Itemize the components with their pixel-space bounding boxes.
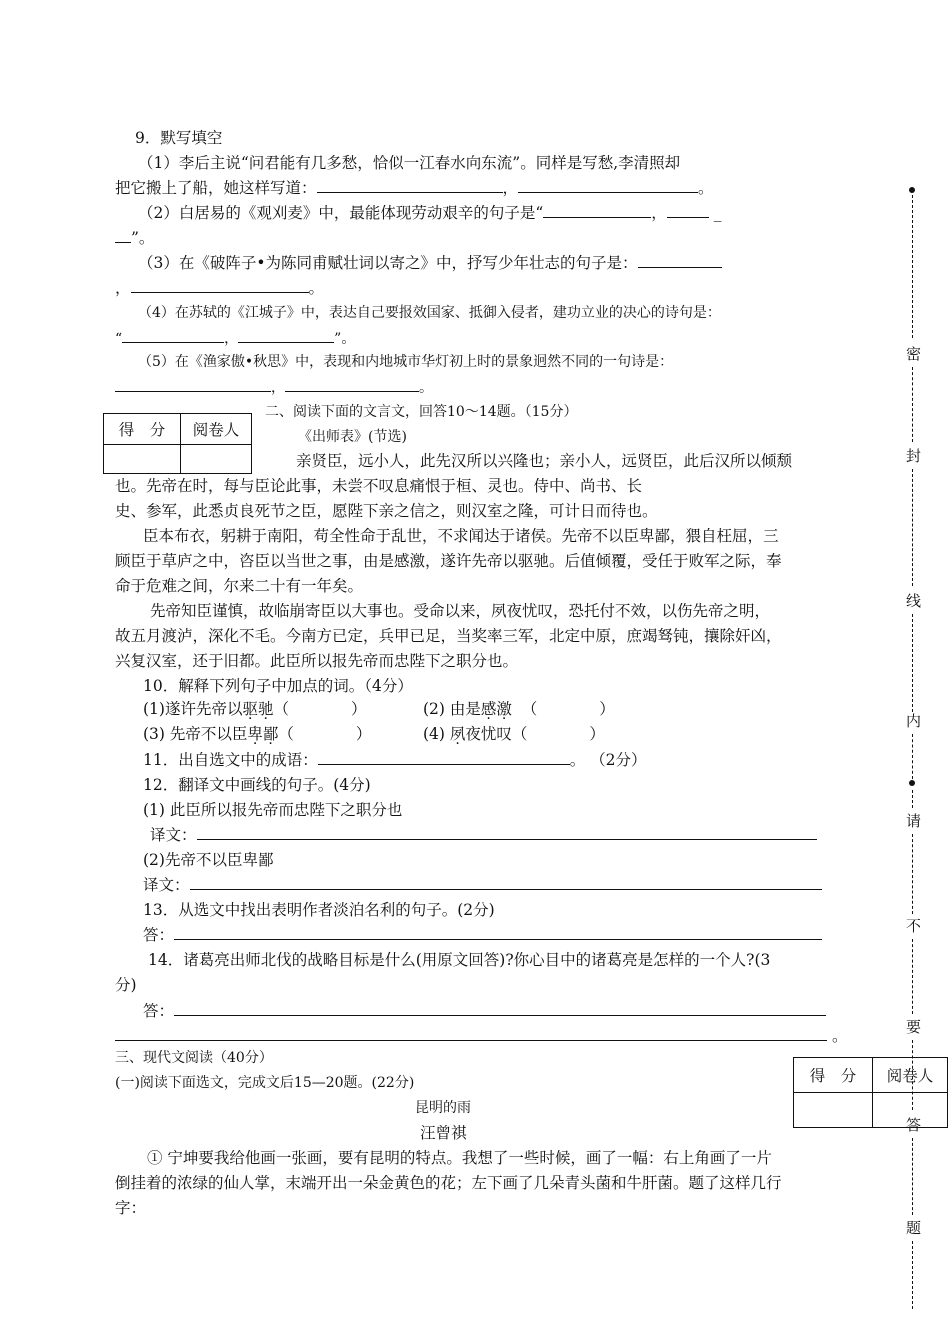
q9-line8: “ ， ”。 xyxy=(115,328,355,349)
passage-line: 臣本布衣，躬耕于南阳，苟全性命于乱世，不求闻达于诸侯。先帝不以臣卑鄙，猥自枉屈，三 xyxy=(143,527,779,545)
q9-title: 9．默写填空 xyxy=(135,129,223,147)
answer-blank[interactable] xyxy=(318,750,570,765)
seal-char: 要 xyxy=(906,1018,922,1036)
answer-blank[interactable] xyxy=(115,377,271,392)
answer-blank[interactable] xyxy=(238,328,334,343)
q9-line3: （2）白居易的《观刈麦》中，最能体现劳动艰辛的句子是“ ， _ xyxy=(138,204,722,222)
answer-blank[interactable] xyxy=(638,253,722,268)
passage-line: 先帝知臣谨慎，故临崩寄臣以大事也。受命以来，夙夜忧叹，恐托付不效，以伤先帝之明， xyxy=(150,602,771,620)
q9-line7: （4）在苏轼的《江城子》中，表达自己要报效国家、抵御入侵者，建功立业的决心的诗句是： xyxy=(138,305,721,321)
answer-blank[interactable] xyxy=(115,228,131,243)
q14-answer: 答： xyxy=(143,1001,826,1021)
answer-blank[interactable] xyxy=(667,203,709,218)
q12-answer2: 译文： xyxy=(143,875,822,895)
article-title: 昆明的雨 xyxy=(415,1100,471,1116)
passage-line: 顾臣于草庐之中，咨臣以当世之事，由是感激，遂许先帝以驱驰。后值倾覆，受任于败军之际，奉 xyxy=(115,552,782,570)
seal-char: 密 xyxy=(906,345,922,363)
score-cell[interactable] xyxy=(104,445,181,474)
q12-item2: (2)先帝不以臣卑鄙 xyxy=(143,851,274,869)
q9-line5: （3）在《破阵子•为陈同甫赋壮词以寄之》中，抒写少年壮志的句子是： xyxy=(138,253,722,273)
section2-heading: 二、阅读下面的文言文，回答10～14题。（15分） xyxy=(265,404,578,420)
answer-blank[interactable] xyxy=(122,328,224,343)
q9-line6: ， 。 xyxy=(115,279,325,297)
passage-line: 史、参军，此悉贞良死节之臣，愿陛下亲之信之，则汉室之隆，可计日而待也。 xyxy=(115,502,658,520)
answer-blank[interactable] xyxy=(131,278,309,293)
seal-char: 内 xyxy=(906,712,922,730)
answer-blank[interactable] xyxy=(518,178,698,193)
seal-char: 请 xyxy=(906,812,922,830)
passage-subtitle: 《出师表》(节选) xyxy=(298,429,407,445)
score-table xyxy=(103,413,252,474)
seal-char: 不 xyxy=(906,917,922,935)
answer-blank[interactable] xyxy=(317,178,503,193)
section3-heading: 三、现代文阅读（40分） xyxy=(115,1050,273,1066)
seal-dashed-line xyxy=(912,790,913,808)
seal-dashed-line xyxy=(912,939,913,1014)
q14-title: 14．诸葛亮出师北伐的战略目标是什么(用原文回答)?你心目中的诸葛亮是怎样的一个人?(3 xyxy=(148,951,771,969)
seal-dashed-line xyxy=(912,734,913,779)
seal-dashed-line xyxy=(912,1241,913,1309)
answer-line[interactable] xyxy=(174,925,822,940)
answer-blank[interactable] xyxy=(285,377,419,392)
q14-title-cont: 分) xyxy=(115,976,137,994)
passage-line: 亲贤臣，远小人，此先汉所以兴隆也；亲小人，远贤臣，此后汉所以倾颓 xyxy=(296,452,793,470)
q10-item3: (3) 先帝不以臣卑鄙（ ） xyxy=(143,725,372,743)
passage-line: 兴复汉室，还于旧都。此臣所以报先帝而忠陛下之职分也。 xyxy=(115,652,519,670)
seal-dashed-line xyxy=(912,1138,913,1215)
answer-line[interactable] xyxy=(190,875,822,890)
q9-line10: ， 。 xyxy=(115,377,433,398)
article-author: 汪曾祺 xyxy=(420,1124,467,1142)
score-cell[interactable] xyxy=(794,1093,873,1128)
seal-char: 封 xyxy=(906,447,922,465)
q11: 11．出自选文中的成语： 。 （2分） xyxy=(143,751,647,769)
score-table xyxy=(793,1057,948,1128)
q9-line2: 把它搬上了船，她这样写道： ， 。 xyxy=(115,179,714,197)
q9-line4: ”。 xyxy=(115,228,154,248)
passage-line: 故五月渡泸，深化不毛。今南方已定，兵甲已足，当奖率三军，北定中原，庶竭驽钝，攘除奸凶， xyxy=(115,627,782,645)
q10-item1: (1)遂许先帝以驱驰（ ） xyxy=(143,700,367,718)
passage-line: 也。先帝在时，每与臣论此事，未尝不叹息痛恨于桓、灵也。侍中、尚书、长 xyxy=(115,477,643,495)
q13-answer: 答： xyxy=(143,925,822,945)
article-line: 字： xyxy=(115,1199,147,1217)
q12-item1: (1) 此臣所以报先帝而忠陛下之职分也 xyxy=(143,801,403,819)
seal-dashed-line xyxy=(912,195,913,338)
score-header: 得 分 xyxy=(104,414,181,445)
grader-header: 阅卷人 xyxy=(873,1058,948,1093)
answer-line[interactable] xyxy=(197,825,817,840)
q10-item4: (4) 夙夜忧叹（ ） xyxy=(423,725,605,743)
seal-char: 答 xyxy=(906,1116,922,1134)
seal-dashed-line xyxy=(912,367,913,442)
passage-line: 命于危难之间，尔来二十有一年矣。 xyxy=(115,577,364,595)
seal-dashed-line xyxy=(912,1040,913,1110)
q9-line1: （1）李后主说“问君能有几多愁，恰似一江春水向东流”。同样是写愁,李清照却 xyxy=(138,154,681,172)
q13-title: 13．从选文中找出表明作者淡泊名利的句子。(2分) xyxy=(143,901,495,919)
q14-answer-cont: 。 xyxy=(115,1026,847,1046)
q10-title: 10．解释下列句子中加点的词。（4分） xyxy=(143,677,413,695)
seal-dot xyxy=(909,780,915,786)
seal-dot xyxy=(909,187,915,193)
grader-cell[interactable] xyxy=(181,445,252,474)
q12-answer1: 译文： xyxy=(150,825,817,845)
seal-dashed-line xyxy=(912,469,913,586)
answer-line[interactable] xyxy=(174,1001,826,1016)
seal-char: 线 xyxy=(906,592,922,610)
article-line: ① 宁坤要我给他画一张画，要有昆明的特点。我想了一些时候，画了一幅：右上角画了一片 xyxy=(147,1149,772,1167)
seal-dashed-line xyxy=(912,834,913,914)
seal-char: 题 xyxy=(906,1219,922,1237)
grader-header: 阅卷人 xyxy=(181,414,252,445)
q12-title: 12．翻译文中画线的句子。(4分) xyxy=(143,776,371,794)
seal-dashed-line xyxy=(912,614,913,712)
answer-line[interactable] xyxy=(115,1026,827,1041)
q9-line9: （5）在《渔家傲•秋思》中，表现和内地城市华灯初上时的景象迥然不同的一句诗是： xyxy=(138,354,674,370)
answer-blank[interactable] xyxy=(543,203,651,218)
score-header: 得 分 xyxy=(794,1058,873,1093)
section3-sub: (一)阅读下面选文，完成文后15—20题。(22分) xyxy=(115,1075,415,1091)
article-line: 倒挂着的浓绿的仙人掌，末端开出一朵金黄色的花；左下画了几朵青头菌和牛肝菌。题了这样几行 xyxy=(115,1174,782,1192)
q10-item2: (2) 由是感激 （ ） xyxy=(423,700,615,718)
